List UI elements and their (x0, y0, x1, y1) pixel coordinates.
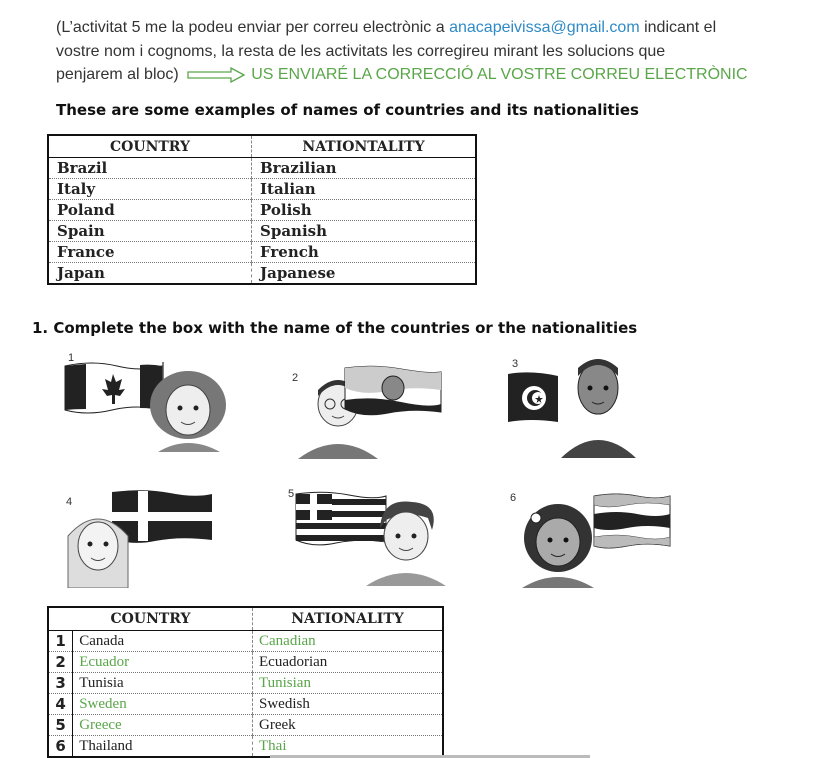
country-cell: Sweden (73, 694, 253, 715)
column-header-nationality: NATIONALITY (253, 607, 444, 631)
country-cell: Greece (73, 715, 253, 736)
figure-3 (506, 356, 646, 458)
exercise-heading: 1. Complete the box with the name of the countries or the nationalities (32, 319, 638, 337)
country-cell: Ecuador (73, 652, 253, 673)
table-row (48, 158, 476, 179)
country-cell: Spain (48, 221, 252, 242)
figure-6 (508, 488, 673, 588)
girl-avatar-icon (146, 370, 236, 452)
nationality-cell: Swedish (253, 694, 444, 715)
figure-number: 1 (68, 352, 75, 364)
figure-4 (60, 488, 220, 588)
examples-table (47, 134, 477, 285)
country-cell: Tunisia (73, 673, 253, 694)
intro-line3: penjarem al bloc) (56, 66, 179, 83)
figure-2 (288, 364, 448, 459)
nationality-cell: Brazilian (252, 158, 477, 179)
row-number: 4 (48, 694, 73, 715)
table-row (48, 221, 476, 242)
table-header-row (48, 607, 443, 631)
table-row (48, 694, 443, 715)
column-header-country: COUNTRY (48, 135, 252, 158)
nationality-cell: Polish (252, 200, 477, 221)
nationality-cell: Canadian (253, 631, 444, 652)
country-cell: Italy (48, 179, 252, 200)
figure-number: 5 (288, 488, 295, 500)
figure-number: 6 (510, 492, 517, 504)
country-cell: Canada (73, 631, 253, 652)
nationality-cell: Ecuadorian (253, 652, 444, 673)
nationality-cell: Thai (253, 736, 444, 758)
ecuador-flag-icon (343, 364, 443, 419)
country-cell: Poland (48, 200, 252, 221)
table-row (48, 179, 476, 200)
nationality-cell: Italian (252, 179, 477, 200)
figure-5 (286, 486, 451, 586)
figure-number: 2 (292, 372, 299, 384)
boy-avatar-icon (362, 496, 450, 586)
nationality-cell: Spanish (252, 221, 477, 242)
country-cell: Japan (48, 263, 252, 285)
table-row (48, 736, 443, 758)
row-number: 1 (48, 631, 73, 652)
nationality-cell: Greek (253, 715, 444, 736)
nationality-cell: Tunisian (253, 673, 444, 694)
table-row (48, 200, 476, 221)
intro-line1-prefix: (L’activitat 5 me la podeu enviar per correu electrònic a (56, 19, 450, 36)
table-row (48, 715, 443, 736)
row-number: 6 (48, 736, 73, 758)
nationality-cell: Japanese (252, 263, 477, 285)
intro-line2: vostre nom i cognoms, la resta de les activitats les corregireu mirant les solucions que (56, 42, 666, 60)
arrow-right-icon (187, 67, 245, 83)
row-number: 5 (48, 715, 73, 736)
intro-paragraph (56, 16, 816, 87)
girl-avatar-icon (514, 498, 602, 588)
correction-notice: US ENVIARÉ LA CORRECCIÓ AL VOSTRE CORREU ELECTRÒNIC (251, 66, 748, 83)
table-row (48, 652, 443, 673)
table-row (48, 673, 443, 694)
table-header-row (48, 135, 476, 158)
figure-number: 3 (512, 358, 519, 370)
figure-1 (62, 352, 242, 452)
country-cell: Thailand (73, 736, 253, 758)
nationality-cell: French (252, 242, 477, 263)
row-number: 2 (48, 652, 73, 673)
table-row (48, 631, 443, 652)
girl-avatar-icon (60, 506, 140, 588)
thailand-flag-icon (592, 490, 672, 550)
examples-heading: These are some examples of names of countries and its nationalities (56, 101, 639, 119)
column-header-nationality: NATIONTALITY (252, 135, 477, 158)
table-row (48, 263, 476, 285)
country-cell: Brazil (48, 158, 252, 179)
column-header-country: COUNTRY (48, 607, 253, 631)
email-link[interactable]: anacapeivissa@gmail.com (449, 19, 640, 36)
table-row (48, 242, 476, 263)
row-number: 3 (48, 673, 73, 694)
tunisia-flag-icon (506, 370, 561, 425)
boy-avatar-icon (556, 356, 641, 458)
intro-line1-suffix: indicant el (639, 19, 717, 36)
figure-number: 4 (66, 496, 73, 508)
country-cell: France (48, 242, 252, 263)
exercise-table (47, 606, 444, 758)
